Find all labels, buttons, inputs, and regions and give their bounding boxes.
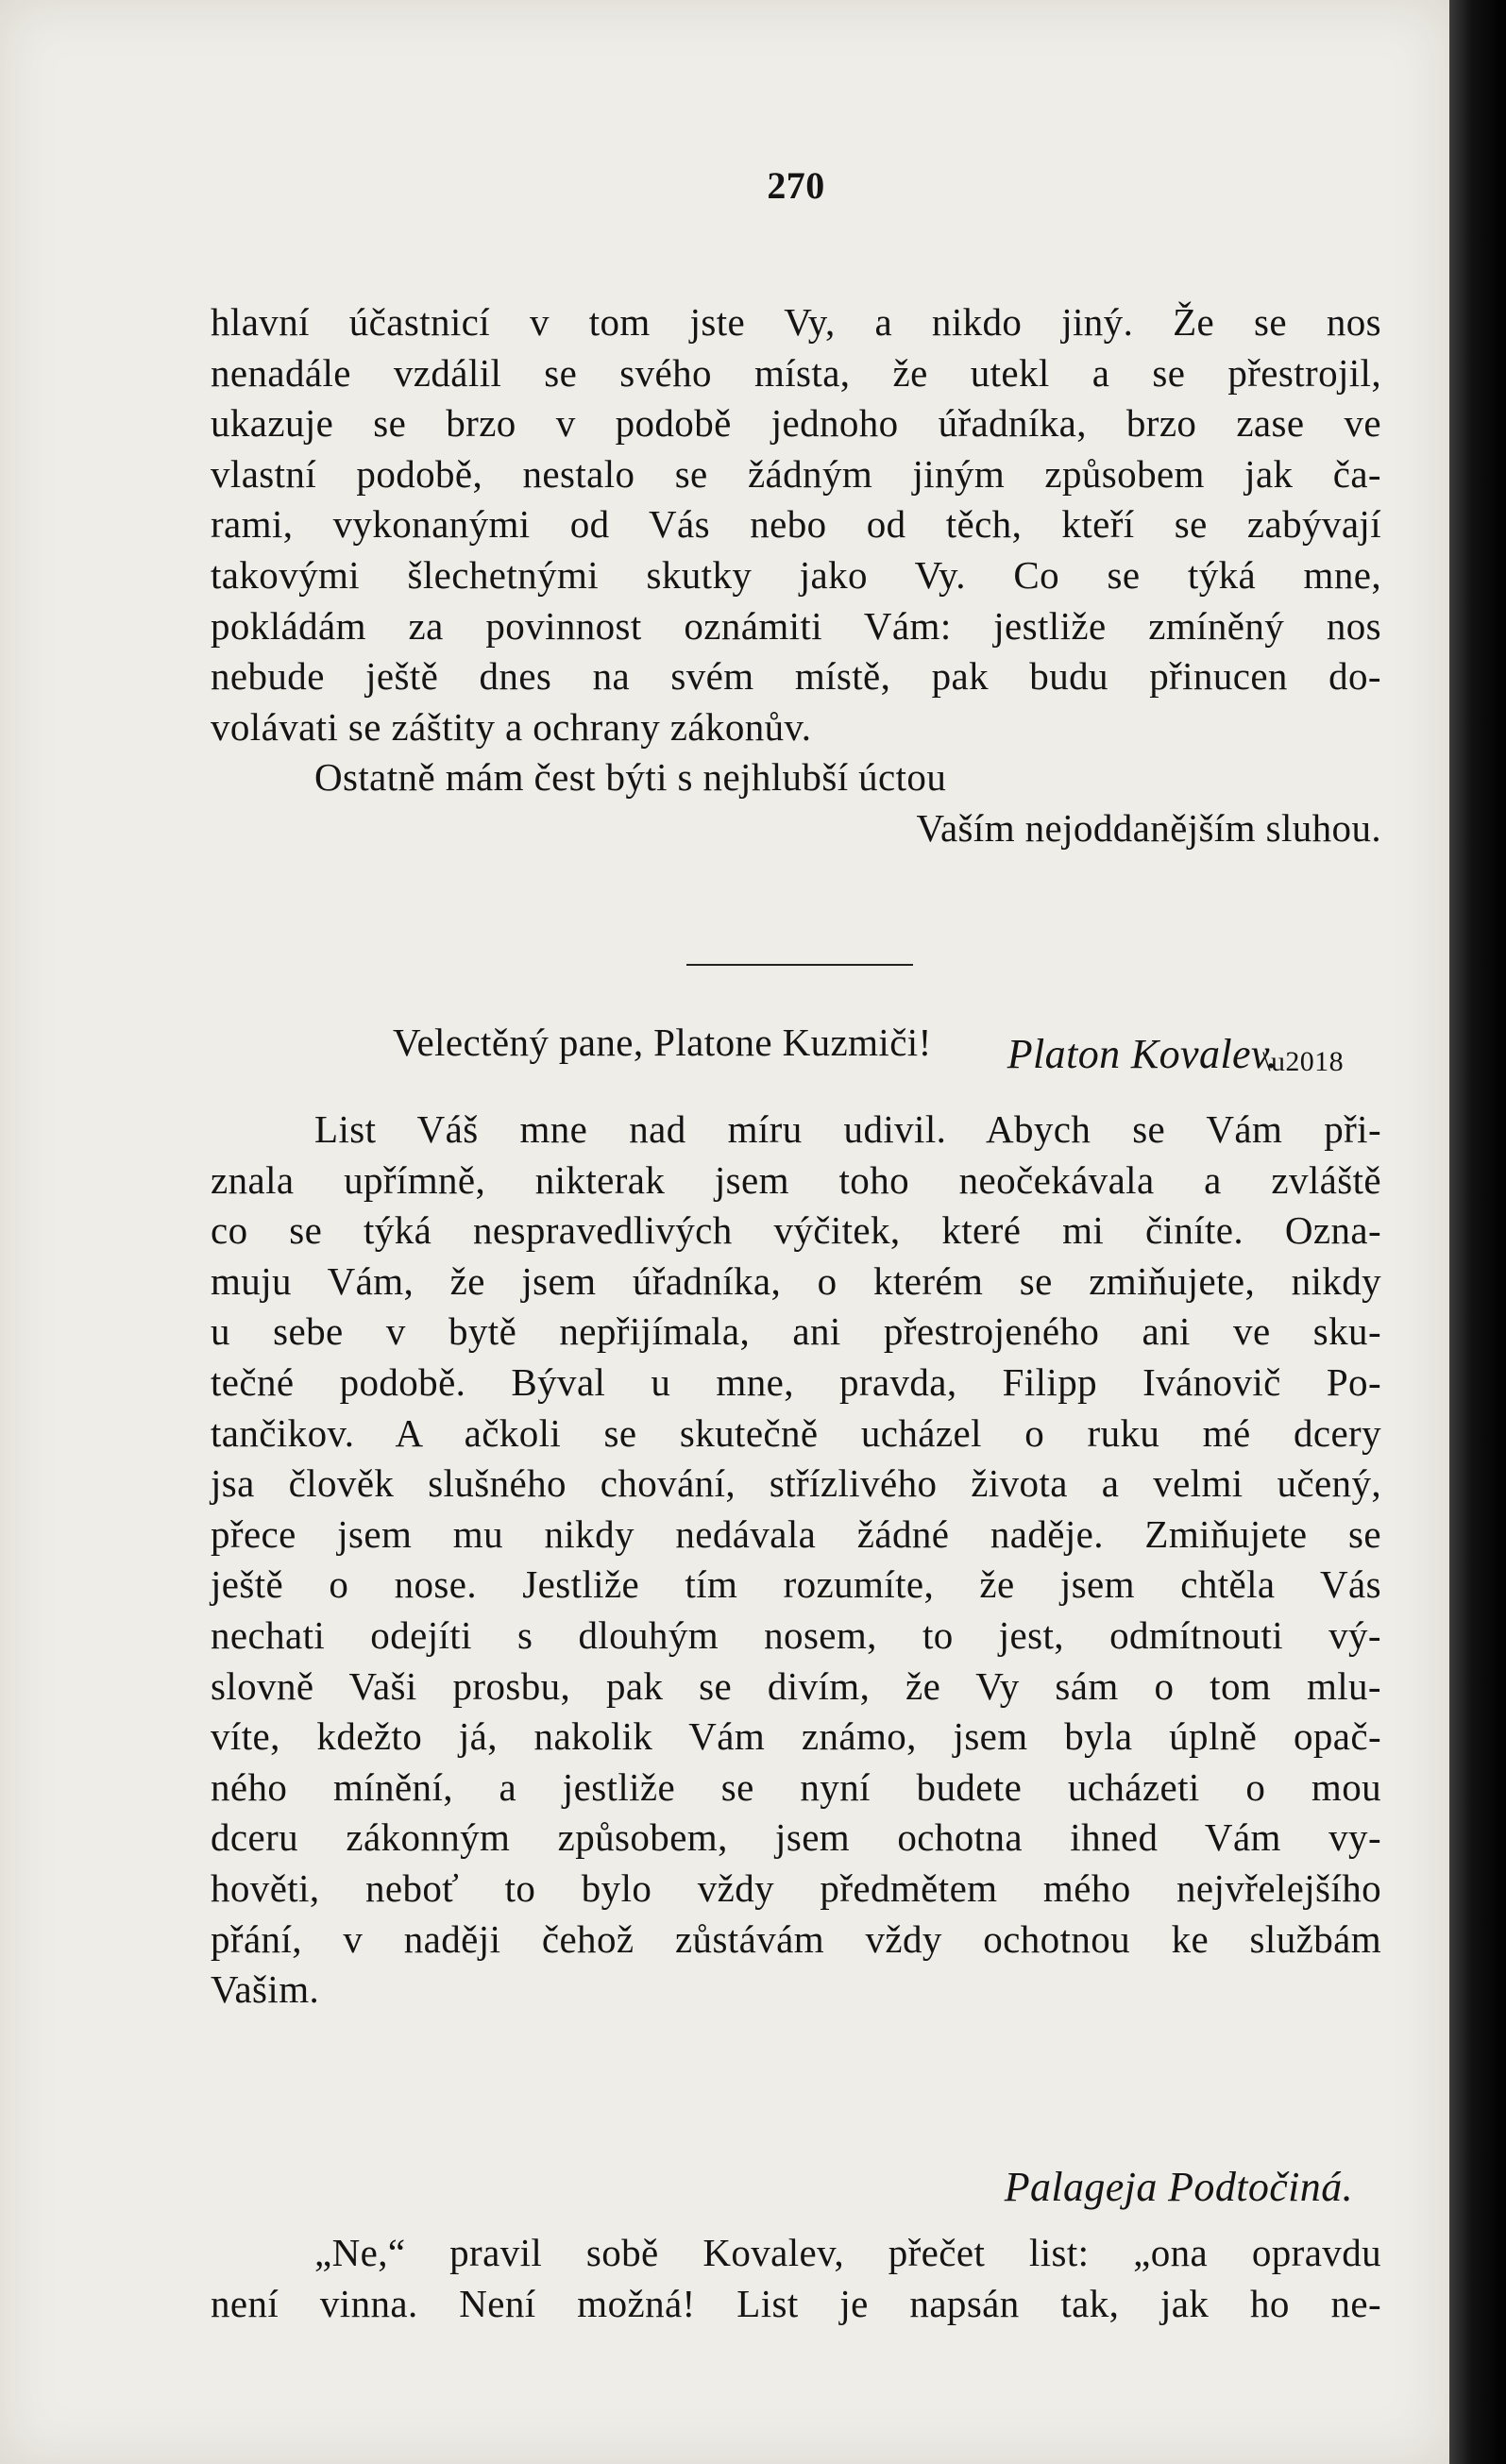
paragraph-line: u sebe v bytě nepřijímala, ani přestrojeného ani ve sku- bbox=[211, 1309, 1381, 1354]
signature-palageja-podtocina: Palageja Podtočiná. bbox=[1004, 2164, 1353, 2210]
paragraph-line: hověti, neboť to bylo vždy předmětem mého nejvřelejšího bbox=[211, 1865, 1381, 1910]
letter-servant-line: Vaším nejoddanějším sluhou. bbox=[916, 805, 1381, 850]
letter-one-body bbox=[211, 297, 1381, 854]
paragraph-line: rami, vykonanými od Vás nebo od těch, kteří se zabývají bbox=[211, 502, 1381, 547]
paragraph-line: není vinna. Není možná! List je napsán tak, jak ho ne- bbox=[211, 2281, 1381, 2325]
letter-two-body bbox=[211, 1105, 1381, 2016]
letter-salutation: Velectěný pane, Platone Kuzmiči! bbox=[393, 1021, 932, 1064]
paragraph-line: ukazuje se brzo v podobě jednoho úřadníka, brzo zase ve bbox=[211, 401, 1381, 446]
paragraph-line: Vašim. bbox=[211, 1967, 320, 2012]
paragraph-line: volávati se záštity a ochrany zákonův. bbox=[211, 704, 812, 749]
paragraph-line: přece jsem mu nikdy nedávala žádné naděje. Zmiňujete se bbox=[211, 1511, 1381, 1556]
paragraph-line: ného mínění, a jestliže se nyní budete ucházeti o mou bbox=[211, 1764, 1381, 1809]
paragraph-line: takovými šlechetnými skutky jako Vy. Co se týká mne, bbox=[211, 552, 1381, 597]
letter-closing: Ostatně mám čest býti s nejhlubší úctou bbox=[314, 755, 947, 800]
paragraph-line: vlastní podobě, nestalo se žádným jiným způsobem jak ča- bbox=[211, 451, 1381, 496]
book-spine-shadow bbox=[1449, 0, 1506, 2464]
narrative-paragraph bbox=[211, 2228, 1381, 2329]
paragraph-line: hlavní účastnicí v tom jste Vy, a nikdo jiný. Že se nos bbox=[211, 300, 1381, 344]
stray-mark: \u2018 bbox=[1262, 1046, 1344, 1077]
signature-platon-kovalev: Platon Kovalev. bbox=[1007, 1031, 1278, 1077]
paragraph-line: tečné podobě. Býval u mne, pravda, Filipp Ivánovič Po- bbox=[211, 1359, 1381, 1404]
paragraph-line: nenadále vzdálil se svého místa, že utekl a se přestrojil, bbox=[211, 350, 1381, 395]
paragraph-line: jsa člověk slušného chování, střízlivého života a velmi učený, bbox=[211, 1461, 1381, 1506]
paragraph-line: nechati odejíti s dlouhým nosem, to jest, odmítnouti vý- bbox=[211, 1612, 1381, 1657]
paragraph-line: co se týká nespravedlivých výčitek, které mi činíte. Ozna- bbox=[211, 1208, 1381, 1253]
paragraph-line: „Ne,“ pravil sobě Kovalev, přečet list: „ona opravdu bbox=[314, 2231, 1381, 2274]
paragraph-line: slovně Vaši prosbu, pak se divím, že Vy sám o tom mlu- bbox=[211, 1663, 1381, 1708]
paragraph-line: ještě o nose. Jestliže tím rozumíte, že jsem chtěla Vás bbox=[211, 1562, 1381, 1607]
paragraph-line: pokládám za povinnost oznámiti Vám: jestliže zmíněný nos bbox=[211, 603, 1381, 648]
paragraph-line: nebude ještě dnes na svém místě, pak budu přinucen do- bbox=[211, 654, 1381, 699]
page-number: 270 bbox=[767, 164, 825, 207]
paragraph-line: List Váš mne nad míru udivil. Abych se Vám při- bbox=[314, 1107, 1381, 1151]
paragraph-line: dceru zákonným způsobem, jsem ochotna ihned Vám vy- bbox=[211, 1815, 1381, 1860]
paragraph-line: znala upřímně, nikterak jsem toho neočekávala a zvláště bbox=[211, 1157, 1381, 1202]
paragraph-line: víte, kdežto já, nakolik Vám známo, jsem byla úplně opač- bbox=[211, 1714, 1381, 1759]
section-divider bbox=[686, 964, 913, 966]
paragraph-line: muju Vám, že jsem úřadníka, o kterém se zmiňujete, nikdy bbox=[211, 1258, 1381, 1303]
paragraph-line: tančikov. A ačkoli se skutečně ucházel o ruku mé dcery bbox=[211, 1410, 1381, 1455]
paragraph-line: přání, v naději čehož zůstávám vždy ochotnou ke službám bbox=[211, 1916, 1381, 1961]
letter-two-salutation-block bbox=[211, 1018, 1381, 1069]
